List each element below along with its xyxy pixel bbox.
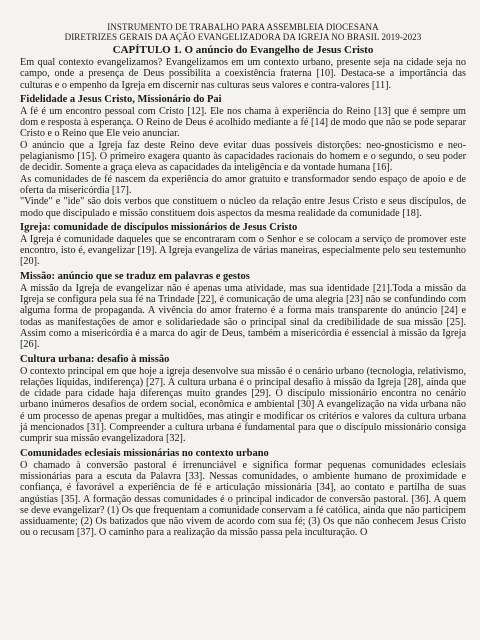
paragraph: As comunidades de fé nascem da experiência do amor gratuito e transformador sendo espaço de apoio e de oferta da misericórdia [17]. xyxy=(20,173,466,196)
paragraph: O chamado à conversão pastoral é irrenunciável e significa formar pequenas comunidades eclesiais missionárias para a escuta da Palavra [33]. Nessas comunidades, o ambiente humano de proximidade e confiança, é favorável a experiência de fé e articulação missionária [34], ao contato e partilha de suas angústias [35]. A formação dessas comunidades é o principal indicador de conversão pastoral. [36]. A quem se deve evangelizar? (1) Os que frequentam a comunidade conservam a fé católica, ainda que não participem assiduamente; (2) Os batizados que não vivem de acordo com sua fé; (3) Os que não conhecem Jesus Cristo ou o recusam [37]. O caminho para a realização da missão passa pela inculturação. O xyxy=(20,459,466,539)
document-header xyxy=(20,22,466,42)
section-heading-comunidades: Comunidades eclesiais missionárias no contexto urbano xyxy=(20,447,269,459)
paragraph: A Igreja é comunidade daqueles que se encontraram com o Senhor e se colocam a serviço de promover este encontro, isto é, evangelizar [19]. A Igreja evangeliza de várias maneiras, especialmente pelo seu testemunho [20]. xyxy=(20,233,466,268)
paragraph: O anúncio que a Igreja faz deste Reino deve evitar duas possíveis distorções: neo-gnosticismo e neo-pelagianismo [15]. O primeiro exagera quanto às capacidades racionais do homem e o segundo, o seu poder de decidir. Somente a graça eleva as capacidades da inteligência e da vontade humana [16]. xyxy=(20,139,466,174)
intro-paragraph: Em qual contexto evangelizamos? Evangelizamos em um contexto urbano, presente seja na cidade seja no campo, onde a presença de Deus possibilita a coexistência fraterna [10]. Destaca-se a importância das culturas e o empenho da Igreja em discernir nas culturas seus valores e contra-valores [11]. xyxy=(20,57,466,91)
paragraph: A missão da Igreja de evangelizar não é apenas uma atividade, mas sua identidade [21].Toda a missão da Igreja se configura pela sua fé na Trindade [22], é comunicação de uma alegria [23] não se confundindo com alguma forma de propaganda. A vivência do amor fraterno é a forma mais transparente do anúncio [24] e todas as manifestações de amor e solidariedade são o principal sinal da credibilidade de sua missão [25]. Assim como a misericórdia é a marca do agir de Deus, também a misericórdia é essencial à missão da Igreja [26]. xyxy=(20,282,466,351)
header-line-2: DIRETRIZES GERAIS DA AÇÃO EVANGELIZADORA DA IGREJA NO BRASIL 2019-2023 xyxy=(64,32,422,42)
section-heading-fidelidade: Fidelidade a Jesus Cristo, Missionário do Pai xyxy=(20,93,222,105)
section-heading-missao: Missão: anúncio que se traduz em palavras e gestos xyxy=(20,270,250,282)
paragraph: O contexto principal em que hoje a igreja desenvolve sua missão é o cenário urbano (tecnologia, relativismo, relações líquidas, indiferença) [27]. A cultura urbana é o principal desafio à missão da Igreja [28], ainda que de cidade para cidade haja diferenças muito grandes [29]. O discípulo missionário encontra no cenário urbano inúmeros desafios de ordem social, econômica e ambiental [30] A evangelização na vida urbana não é um processo de apenas pregar a multidões, mas atingir e modificar os critérios e valores da cultura urbana já mencionados [31]. Compreender a cultura urbana é fundamental para que o discípulo missionário consiga cumprir sua missão evangelizadora [32]. xyxy=(20,365,466,445)
chapter-title: CAPÍTULO 1. O anúncio do Evangelho de Jesus Cristo xyxy=(112,44,374,56)
section-heading-cultura-urbana: Cultura urbana: desafio à missão xyxy=(20,353,170,365)
section-heading-igreja: Igreja: comunidade de discípulos missionários de Jesus Cristo xyxy=(20,221,298,233)
paragraph: "Vinde" e "ide" são dois verbos que constituem o núcleo da relação entre Jesus Cristo e seus discípulos, de modo que discipulado e missão constituem dois aspectos da mesma realidade da comunidade [18]. xyxy=(20,196,466,219)
header-line-1: INSTRUMENTO DE TRABALHO PARA ASSEMBLEIA DIOCESANA xyxy=(107,22,379,32)
paragraph: A fé é um encontro pessoal com Cristo [12]. Ele nos chama à experiência do Reino [13] que é sempre um dom e resposta à esperança. O Reino de Deus é acolhido mediante a fé [14] de modo que não se pode separar Cristo e o Reino que Ele veio anunciar. xyxy=(20,105,466,140)
